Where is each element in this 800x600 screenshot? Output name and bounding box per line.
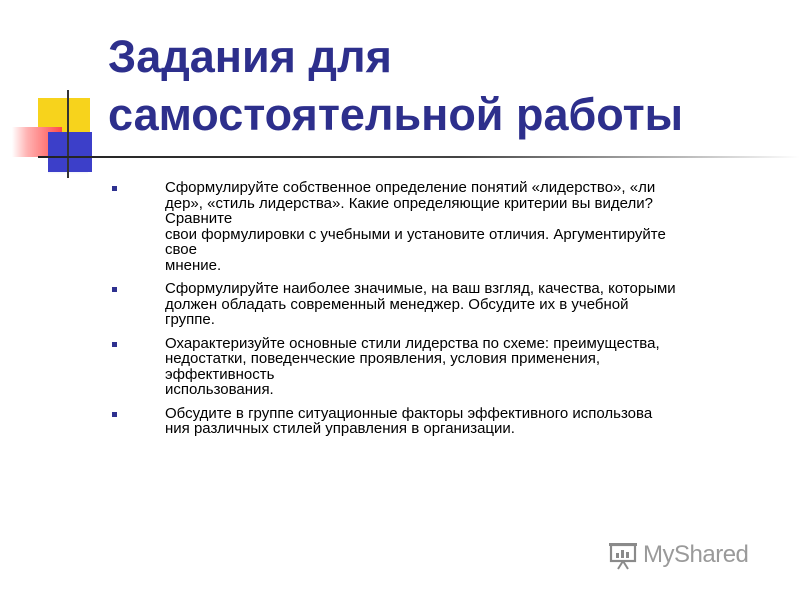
bullet-item — [112, 336, 772, 398]
watermark — [608, 538, 748, 572]
bullet-text — [165, 281, 772, 328]
bullet-item — [112, 281, 772, 328]
bullet-item — [112, 406, 772, 437]
bullet-square-icon — [112, 287, 117, 292]
bullet-line: Сравните — [165, 210, 233, 227]
title-underline — [38, 156, 800, 158]
bullet-square-icon — [112, 412, 117, 417]
bullet-item — [112, 180, 772, 273]
bullet-line: свое — [165, 241, 197, 258]
bullet-line: Сформулируйте наиболее значимые, на ваш взгляд, качества, которыми — [165, 280, 676, 297]
bullet-line: группе. — [165, 311, 215, 328]
bullet-line: мнение. — [165, 256, 222, 274]
bullet-square-icon — [112, 342, 117, 347]
bullet-line: Обсудите в группе ситуационные факторы эффективного использова — [165, 404, 653, 422]
decor-vertical-line — [67, 90, 69, 178]
bullet-line: свои формулировки с учебными и установите отличия. Аргументируйте — [165, 225, 666, 243]
slide-title — [108, 28, 788, 144]
bullet-line: эффективность — [165, 365, 275, 383]
bullet-line: ния различных стилей управления в организации. — [165, 420, 515, 437]
bullet-line: использования. — [165, 381, 274, 398]
watermark-text: MyShared — [643, 541, 749, 568]
bullet-square-icon — [112, 186, 117, 191]
bullet-text — [165, 406, 772, 437]
bullet-line: Сформулируйте собственное определение понятий «лидерство», «ли — [165, 179, 656, 196]
bullet-line: должен обладать современный менеджер. Обсудите их в учебной — [165, 295, 629, 313]
slide-title-line: самостоятельной работы — [108, 89, 684, 140]
bullet-line: дер», «стиль лидерства». Какие определяющие критерии вы видели? — [165, 194, 653, 212]
slide-title-line: Задания для — [108, 31, 392, 82]
bullet-text — [165, 180, 772, 273]
bullet-list — [112, 180, 772, 445]
bullet-line: недостатки, поведенческие проявления, условия применения, — [165, 350, 601, 367]
presentation-board-icon — [608, 540, 638, 570]
bullet-text — [165, 336, 772, 398]
bullet-line: Охарактеризуйте основные стили лидерства по схеме: преимущества, — [165, 334, 660, 352]
